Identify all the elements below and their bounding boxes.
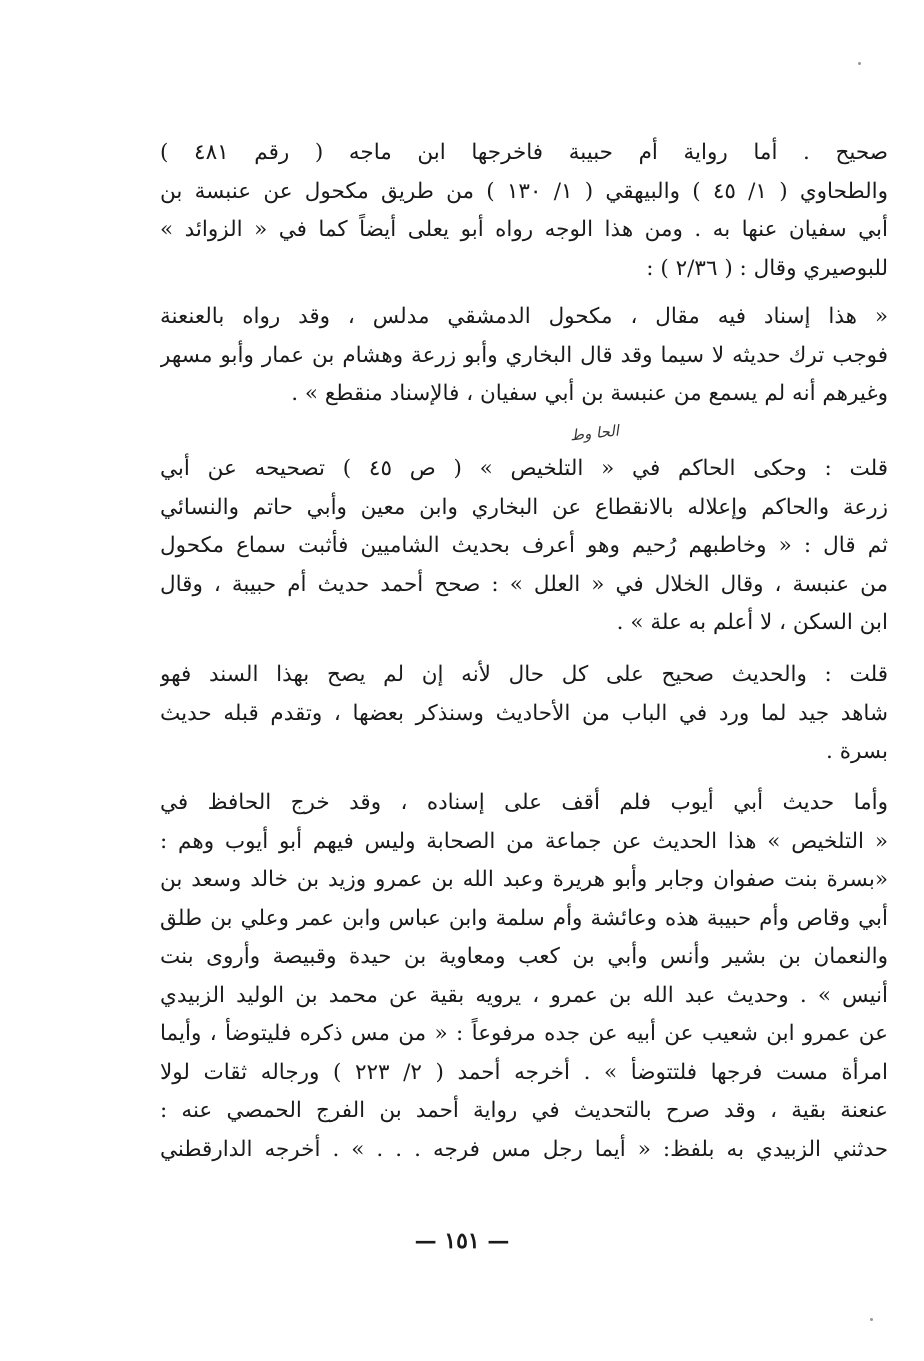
text-line: ابن السكن ، لا أعلم به علة » . xyxy=(616,610,888,635)
text-line: قلت : وحكى الحاكم في « التلخيص » ( ص ٤٥ ) تصحيحه عن أبي xyxy=(160,456,888,481)
text-line: عن عمرو ابن شعيب عن أبيه عن جده مرفوعاً : « من مس ذكره فليتوضأ ، وأيما xyxy=(160,1021,888,1046)
page-number: — ١٥١ — xyxy=(414,1228,510,1254)
text-line: ثم قال : « وخاطبهم رُحيم وهو أعرف بحديث الشاميين فأثبت سماع مكحول xyxy=(160,533,888,558)
paragraph-4 xyxy=(160,656,888,772)
text-line: فوجب ترك حديثه لا سيما وقد قال البخاري وأبو زرعة وهشام بن عمار وأبو مسهر xyxy=(160,342,888,368)
text-line: أبي وقاص وأم حبيبة هذه وعائشة وأم سلمة وابن عباس وابن عمر وعلي بن طلق xyxy=(160,905,888,931)
paragraph-1 xyxy=(160,134,888,288)
paragraph-5 xyxy=(160,784,888,1169)
text-line: والطحاوي ( ١/ ٤٥ ) والبيهقي ( ١/ ١٣٠ ) من طريق مكحول عن عنبسة بن xyxy=(160,178,888,204)
text-line: أنيس » . وحديث عبد الله بن عمرو ، يرويه بقية عن محمد بن الوليد الزبيدي xyxy=(160,982,888,1008)
text-line: « هذا إسناد فيه مقال ، مكحول الدمشقي مدلس ، وقد رواه بالعنعنة xyxy=(160,304,888,329)
text-line: « التلخيص » هذا الحديث عن جماعة من الصحابة وليس فيهم أبو أيوب وهم : xyxy=(160,828,888,854)
text-line: «بسرة بنت صفوان وجابر وأبو هريرة وعبد الله بن عمرو وزيد بن خالد وسعد بن xyxy=(160,867,888,892)
text-line: والنعمان بن بشير وأنس وأبي بن كعب ومعاوية بن حيدة وقبيصة وأروى بنت xyxy=(160,944,888,969)
text-line: من عنبسة ، وقال الخلال في « العلل » : صحح أحمد حديث أم حبيبة ، وقال xyxy=(160,571,888,597)
handwritten-annotation: الحا وط xyxy=(569,421,620,445)
text-line: صحيح . أما رواية أم حبيبة فاخرجها ابن ماجه ( رقم ٤٨١ ) xyxy=(160,140,888,165)
text-line: زرعة والحاكم وإعلاله بالانقطاع عن البخاري وابن معين وأبي حاتم والنسائي xyxy=(160,494,888,520)
paper-speck xyxy=(858,62,861,65)
text-line: وغيرهم أنه لم يسمع من عنبسة بن أبي سفيان ، فالإسناد منقطع » . xyxy=(291,381,888,406)
text-line: عنعنة بقية ، وقد صرح بالتحديث في رواية أحمد بن الفرج الحمصي عنه : xyxy=(160,1098,888,1123)
paragraph-2-quote xyxy=(160,298,888,414)
text-line: امرأة مست فرجها فلتتوضأ » . أخرجه أحمد ( ٢/ ٢٢٣ ) ورجاله ثقات لولا xyxy=(160,1059,888,1085)
text-line: قلت : والحديث صحيح على كل حال لأنه إن لم يصح بهذا السند فهو xyxy=(160,662,888,687)
text-line: حدثني الزبيدي به بلفظ: « أيما رجل مس فرجه . . . » . أخرجه الدارقطني xyxy=(160,1136,888,1162)
text-line: شاهد جيد لما ورد في الباب من الأحاديث وسنذكر بعضها ، وتقدم قبله حديث xyxy=(160,700,888,726)
text-line: بسرة . xyxy=(826,739,888,764)
text-line: أبي سفيان عنها به . ومن هذا الوجه رواه أبو يعلى أيضاً كما في « الزوائد » xyxy=(160,217,888,242)
paragraph-3 xyxy=(160,450,888,643)
paper-speck xyxy=(870,1318,873,1321)
text-line: وأما حديث أبي أيوب فلم أقف على إسناده ، وقد خرج الحافظ في xyxy=(160,790,888,815)
text-line: للبوصيري وقال : ( ٢/٣٦ ) : xyxy=(646,255,888,281)
